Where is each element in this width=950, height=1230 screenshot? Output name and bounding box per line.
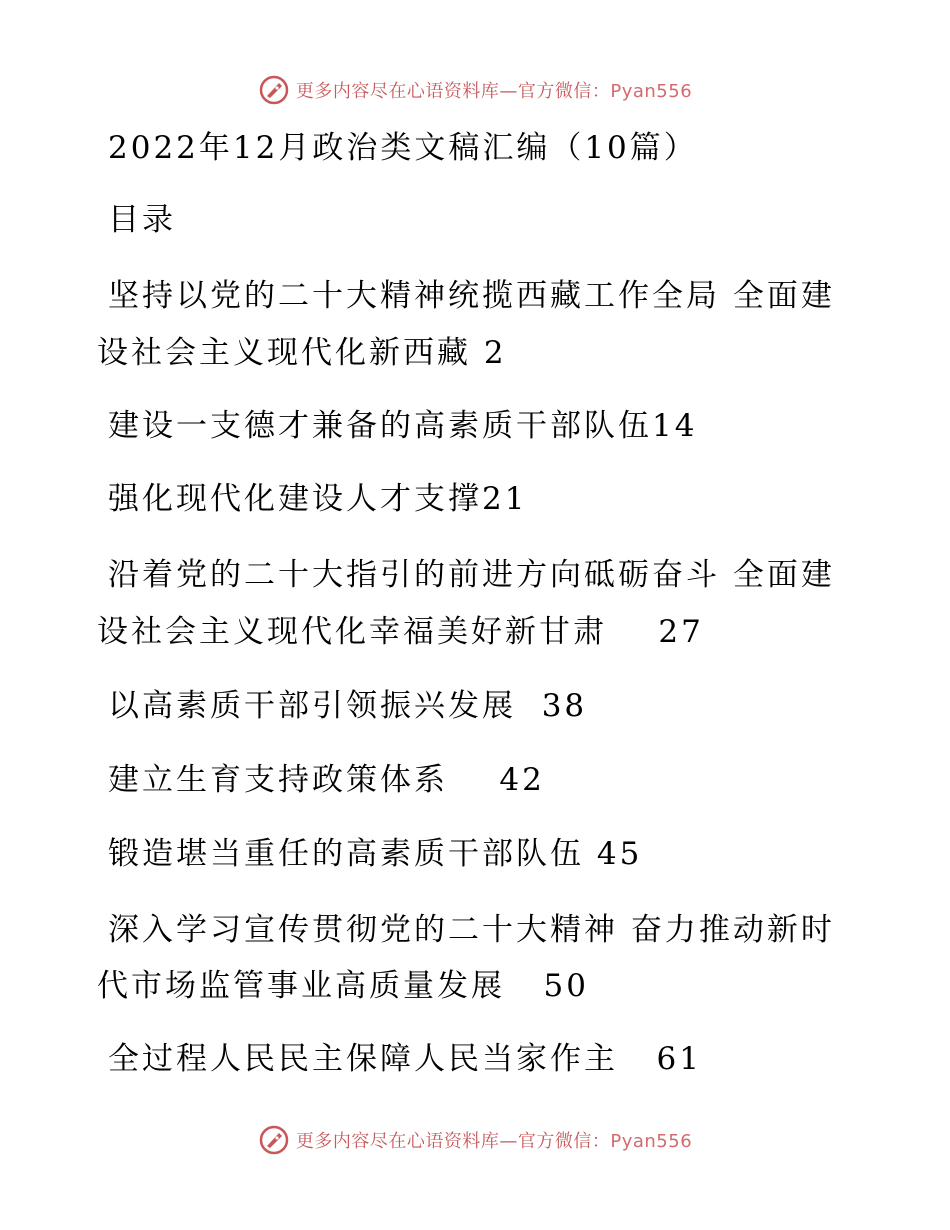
toc-entry-3: 强化现代化建设人才支撑21 <box>108 481 528 517</box>
toc-entry-4-line-1: 沿着党的二十大指引的前进方向砥砺奋斗 全面建 <box>108 557 835 593</box>
toc-entry-4-line-2: 设社会主义现代化幸福美好新甘肃 27 <box>97 614 704 650</box>
banner-text: 更多内容尽在心语资料库—官方微信：Pyan556 <box>295 81 693 102</box>
toc-entry-8-line-1: 深入学习宣传贯彻党的二十大精神 奋力推动新时 <box>108 912 835 948</box>
document-title: 2022年12月政治类文稿汇编（10篇） <box>108 130 698 166</box>
footer-watermark-banner <box>0 1120 950 1160</box>
toc-heading: 目录 <box>108 202 176 238</box>
toc-entry-1-line-2: 设社会主义现代化新西藏 2 <box>97 335 507 371</box>
toc-entry-7: 锻造堪当重任的高素质干部队伍 45 <box>108 836 643 872</box>
toc-entry-2: 建设一支德才兼备的高素质干部队伍14 <box>108 408 698 444</box>
toc-entry-6: 建立生育支持政策体系 42 <box>108 762 545 798</box>
toc-entry-9: 全过程人民民主保障人民当家作主 61 <box>108 1041 703 1077</box>
header-watermark-banner <box>0 70 950 110</box>
toc-entry-5: 以高素质干部引领振兴发展 38 <box>108 688 588 724</box>
banner-text: 更多内容尽在心语资料库—官方微信：Pyan556 <box>295 1131 693 1152</box>
pen-nib-logo-icon <box>258 74 290 106</box>
toc-entry-8-line-2: 代市场监管事业高质量发展 50 <box>97 968 590 1004</box>
pen-nib-logo-icon <box>258 1124 290 1156</box>
toc-entry-1-line-1: 坚持以党的二十大精神统揽西藏工作全局 全面建 <box>108 278 835 314</box>
